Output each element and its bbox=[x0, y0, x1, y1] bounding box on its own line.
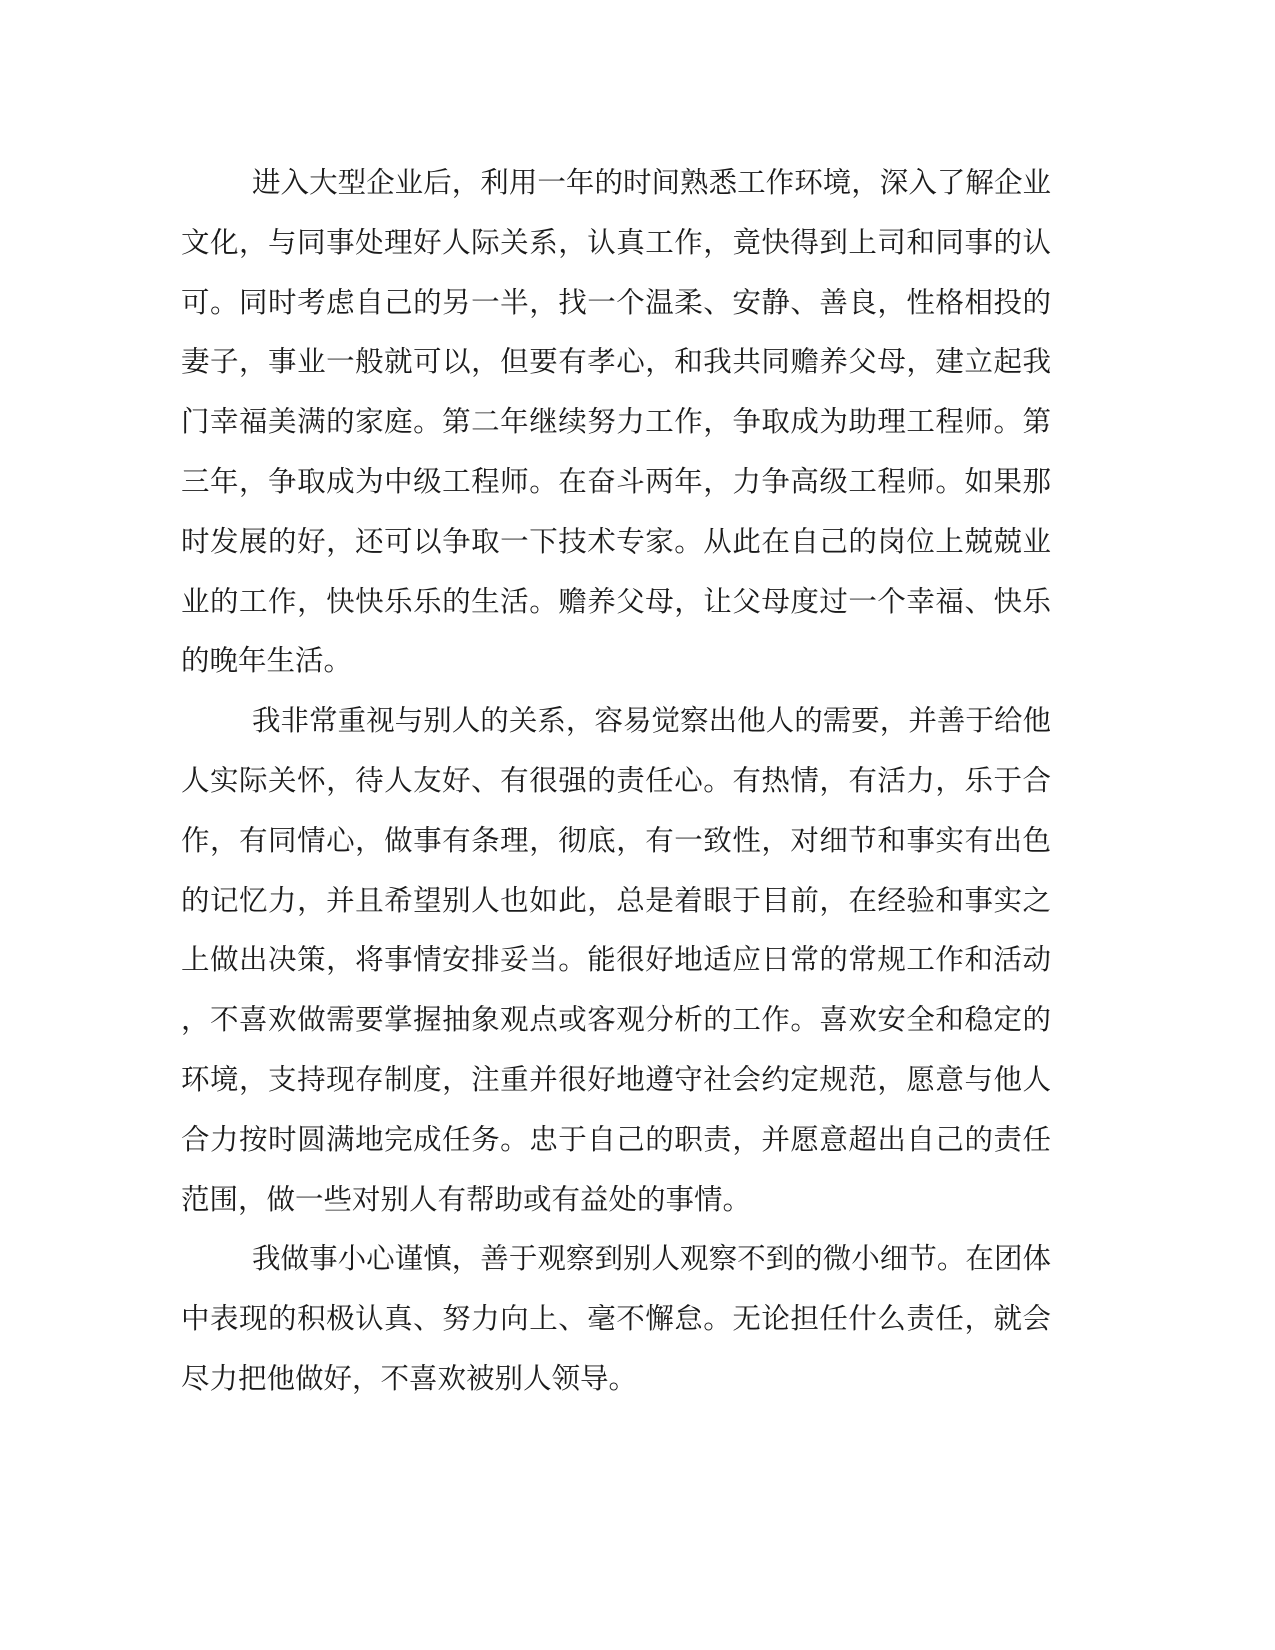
text-line: 人实际关怀，待人友好、有很强的责任心。有热情，有活力，乐于合 bbox=[181, 763, 1051, 797]
text-line: 的晚年生活。 bbox=[181, 644, 353, 678]
text-line: 三年，争取成为中级工程师。在奋斗两年，力争高级工程师。如果那 bbox=[181, 464, 1051, 498]
text-line: 我做事小心谨慎，善于观察到别人观察不到的微小细节。在团体 bbox=[252, 1242, 1051, 1276]
paragraph-2 bbox=[181, 691, 1051, 1229]
text-line: 范围，做一些对别人有帮助或有益处的事情。 bbox=[181, 1182, 752, 1216]
text-line: 尽力把他做好，不喜欢被别人领导。 bbox=[181, 1361, 638, 1395]
text-line: 进入大型企业后，利用一年的时间熟悉工作环境，深入了解企业 bbox=[252, 166, 1051, 199]
paragraph-1 bbox=[181, 153, 1051, 691]
text-line: 合力按时圆满地完成任务。忠于自己的职责，并愿意超出自己的责任 bbox=[181, 1122, 1051, 1156]
paragraph-3 bbox=[181, 1229, 1051, 1408]
text-line: 文化，与同事处理好人际关系，认真工作，竟快得到上司和同事的认 bbox=[181, 225, 1051, 259]
text-line: 中表现的积极认真、努力向上、毫不懈怠。无论担任什么责任，就会 bbox=[181, 1302, 1051, 1336]
text-line: 门幸福美满的家庭。第二年继续努力工作，争取成为助理工程师。第 bbox=[181, 405, 1051, 439]
text-line: ，不喜欢做需要掌握抽象观点或客观分析的工作。喜欢安全和稳定的 bbox=[181, 1003, 1051, 1037]
text-line: 上做出决策，将事情安排妥当。能很好地适应日常的常规工作和活动 bbox=[181, 943, 1051, 977]
text-line: 我非常重视与别人的关系，容易觉察出他人的需要，并善于给他 bbox=[252, 704, 1051, 738]
body-text bbox=[181, 153, 1051, 1409]
text-line: 业的工作，快快乐乐的生活。赡养父母，让父母度过一个幸福、快乐 bbox=[181, 584, 1051, 618]
text-line: 作，有同情心，做事有条理，彻底，有一致性，对细节和事实有出色 bbox=[181, 823, 1051, 857]
text-line: 时发展的好，还可以争取一下技术专家。从此在自己的岗位上兢兢业 bbox=[181, 524, 1051, 558]
text-line: 环境，支持现存制度，注重并很好地遵守社会约定规范，愿意与他人 bbox=[181, 1062, 1051, 1096]
text-line: 可。同时考虑自己的另一半，找一个温柔、安静、善良，性格相投的 bbox=[181, 285, 1051, 319]
text-line: 妻子，事业一般就可以，但要有孝心，和我共同赡养父母，建立起我 bbox=[181, 345, 1051, 379]
text-line: 的记忆力，并且希望别人也如此，总是着眼于目前，在经验和事实之 bbox=[181, 883, 1051, 917]
